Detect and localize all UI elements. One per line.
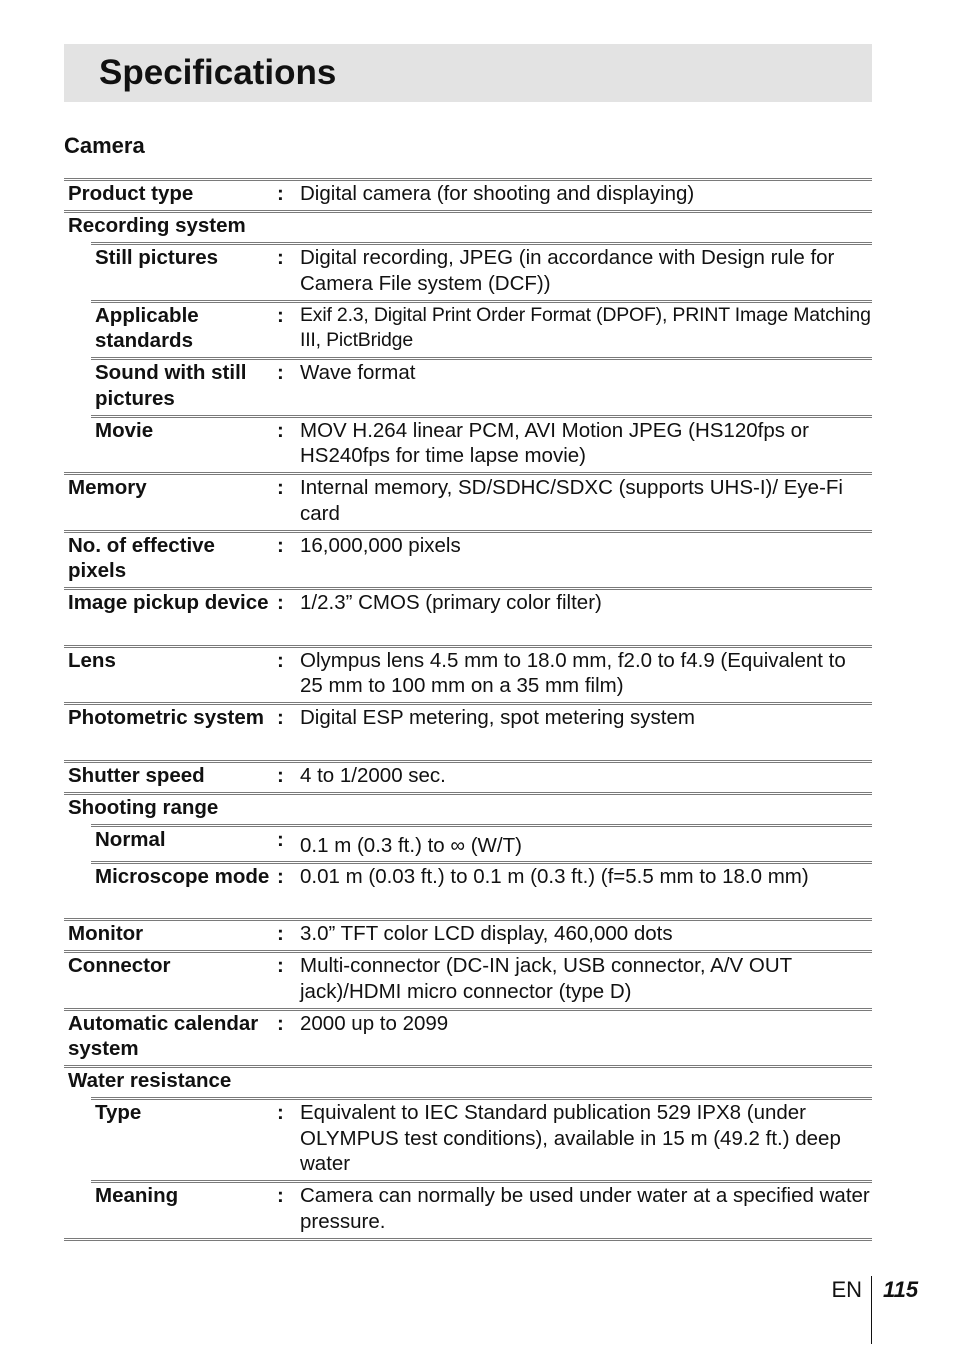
- spec-colon: :: [277, 763, 284, 787]
- spec-row-monitor: [64, 918, 872, 950]
- spec-row-meaning: [64, 1180, 872, 1238]
- spec-label: Memory: [68, 476, 147, 499]
- spec-value: 0.01 m (0.03 ft.) to 0.1 m (0.3 ft.) (f=5.5 mm to 18.0 mm): [300, 864, 809, 888]
- page-title: Specifications: [99, 53, 337, 92]
- spec-label: Image pickup device: [68, 591, 269, 614]
- spec-label: Lens: [68, 648, 116, 672]
- spec-value: Camera can normally be used under water at a specified water pressure.: [300, 1184, 870, 1233]
- spec-row-image-pickup: [64, 587, 872, 645]
- spec-row-shutter-speed: [64, 760, 872, 792]
- spec-row-lens: [64, 645, 872, 703]
- spec-row-water-resistance: [64, 1065, 872, 1097]
- spec-value: Digital camera (for shooting and displaying): [300, 182, 695, 205]
- footer-divider: [871, 1276, 872, 1344]
- table-bottom-rule: [64, 1238, 872, 1241]
- spec-label: Monitor: [68, 922, 144, 945]
- spec-row-microscope: [64, 861, 872, 919]
- spec-row-sound: [64, 357, 872, 415]
- spec-row-still-pictures: [64, 242, 872, 300]
- spec-value: 1/2.3” CMOS (primary color filter): [300, 591, 602, 614]
- spec-value: 16,000,000 pixels: [300, 533, 461, 557]
- spec-value: Olympus lens 4.5 mm to 18.0 mm, f2.0 to f4.9 (Equivalent to 25 mm to 100 mm on a 35 mm film): [300, 648, 846, 697]
- spec-colon: :: [277, 1184, 284, 1207]
- spec-colon: :: [277, 246, 284, 269]
- spec-label: Applicable standards: [95, 303, 199, 352]
- spec-row-normal: [64, 824, 872, 861]
- spec-label: Shutter speed: [68, 763, 205, 787]
- spec-row-effective-pixels: [64, 530, 872, 588]
- spec-label: Photometric system: [68, 706, 264, 729]
- spec-row-shooting-range: [64, 792, 872, 824]
- spec-value: Multi-connector (DC-IN jack, USB connector, A/V OUT jack)/HDMI micro connector (type D): [300, 954, 792, 1003]
- section-heading: Camera: [64, 133, 145, 158]
- spec-row-applicable-standards: [64, 300, 872, 358]
- spec-value: Equivalent to IEC Standard publication 529 IPX8 (under OLYMPUS test conditions), available in 15 m (49.2 ft.) deep water: [300, 1101, 841, 1175]
- spec-label: Recording system: [68, 214, 246, 237]
- spec-label: Meaning: [95, 1184, 179, 1207]
- spec-colon: :: [277, 476, 284, 499]
- footer-language: EN: [831, 1277, 862, 1302]
- spec-value: Exif 2.3, Digital Print Order Format (DPOF), PRINT Image Matching III, PictBridge: [300, 303, 871, 351]
- spec-colon: :: [277, 954, 284, 977]
- spec-value: 2000 up to 2099: [300, 1011, 449, 1035]
- spec-table: [64, 178, 872, 1241]
- spec-colon: :: [277, 591, 284, 614]
- spec-colon: :: [277, 922, 284, 945]
- spec-row-connector: [64, 950, 872, 1008]
- spec-row-memory: [64, 472, 872, 530]
- spec-label: Product type: [68, 182, 194, 205]
- spec-value: 4 to 1/2000 sec.: [300, 763, 446, 787]
- spec-colon: :: [277, 706, 284, 729]
- spec-label: Connector: [68, 954, 171, 977]
- spec-label: Automatic calendar system: [68, 1011, 259, 1060]
- spec-value: Wave format: [300, 361, 416, 384]
- spec-label: Water resistance: [68, 1069, 232, 1092]
- spec-row-photometric: [64, 702, 872, 760]
- spec-row-type: [64, 1097, 872, 1180]
- spec-colon: :: [277, 418, 284, 442]
- spec-label: Normal: [95, 827, 166, 851]
- spec-colon: :: [277, 303, 284, 327]
- spec-colon: :: [277, 182, 284, 205]
- page-number: 115: [883, 1277, 919, 1302]
- spec-value: MOV H.264 linear PCM, AVI Motion JPEG (HS120fps or HS240fps for time lapse movie): [300, 418, 809, 467]
- spec-value: 3.0” TFT color LCD display, 460,000 dots: [300, 922, 673, 945]
- spec-label: Still pictures: [95, 246, 219, 269]
- spec-value: Digital ESP metering, spot metering system: [300, 706, 695, 729]
- spec-colon: :: [277, 1101, 284, 1124]
- spec-colon: :: [277, 827, 284, 851]
- spec-colon: :: [277, 361, 284, 384]
- spec-label: Movie: [95, 418, 154, 442]
- spec-row-product-type: [64, 178, 872, 210]
- spec-label: Type: [95, 1101, 142, 1124]
- title-bar: [64, 44, 872, 102]
- spec-value: Digital recording, JPEG (in accordance with Design rule for Camera File system (DCF)): [300, 246, 835, 295]
- spec-row-movie: [64, 415, 872, 473]
- spec-label: No. of effective pixels: [68, 533, 215, 582]
- spec-colon: :: [277, 1011, 284, 1035]
- spec-row-calendar: [64, 1008, 872, 1066]
- spec-colon: :: [277, 864, 284, 888]
- spec-row-recording-system: [64, 210, 872, 242]
- spec-value: 0.1 m (0.3 ft.) to ∞ (W/T): [300, 833, 522, 857]
- spec-label: Sound with still pictures: [95, 361, 247, 410]
- spec-label: Shooting range: [68, 795, 219, 819]
- spec-colon: :: [277, 648, 284, 672]
- spec-label: Microscope mode: [95, 864, 270, 888]
- spec-value: Internal memory, SD/SDHC/SDXC (supports UHS-I)/ Eye-Fi card: [300, 476, 843, 525]
- spec-colon: :: [277, 533, 284, 557]
